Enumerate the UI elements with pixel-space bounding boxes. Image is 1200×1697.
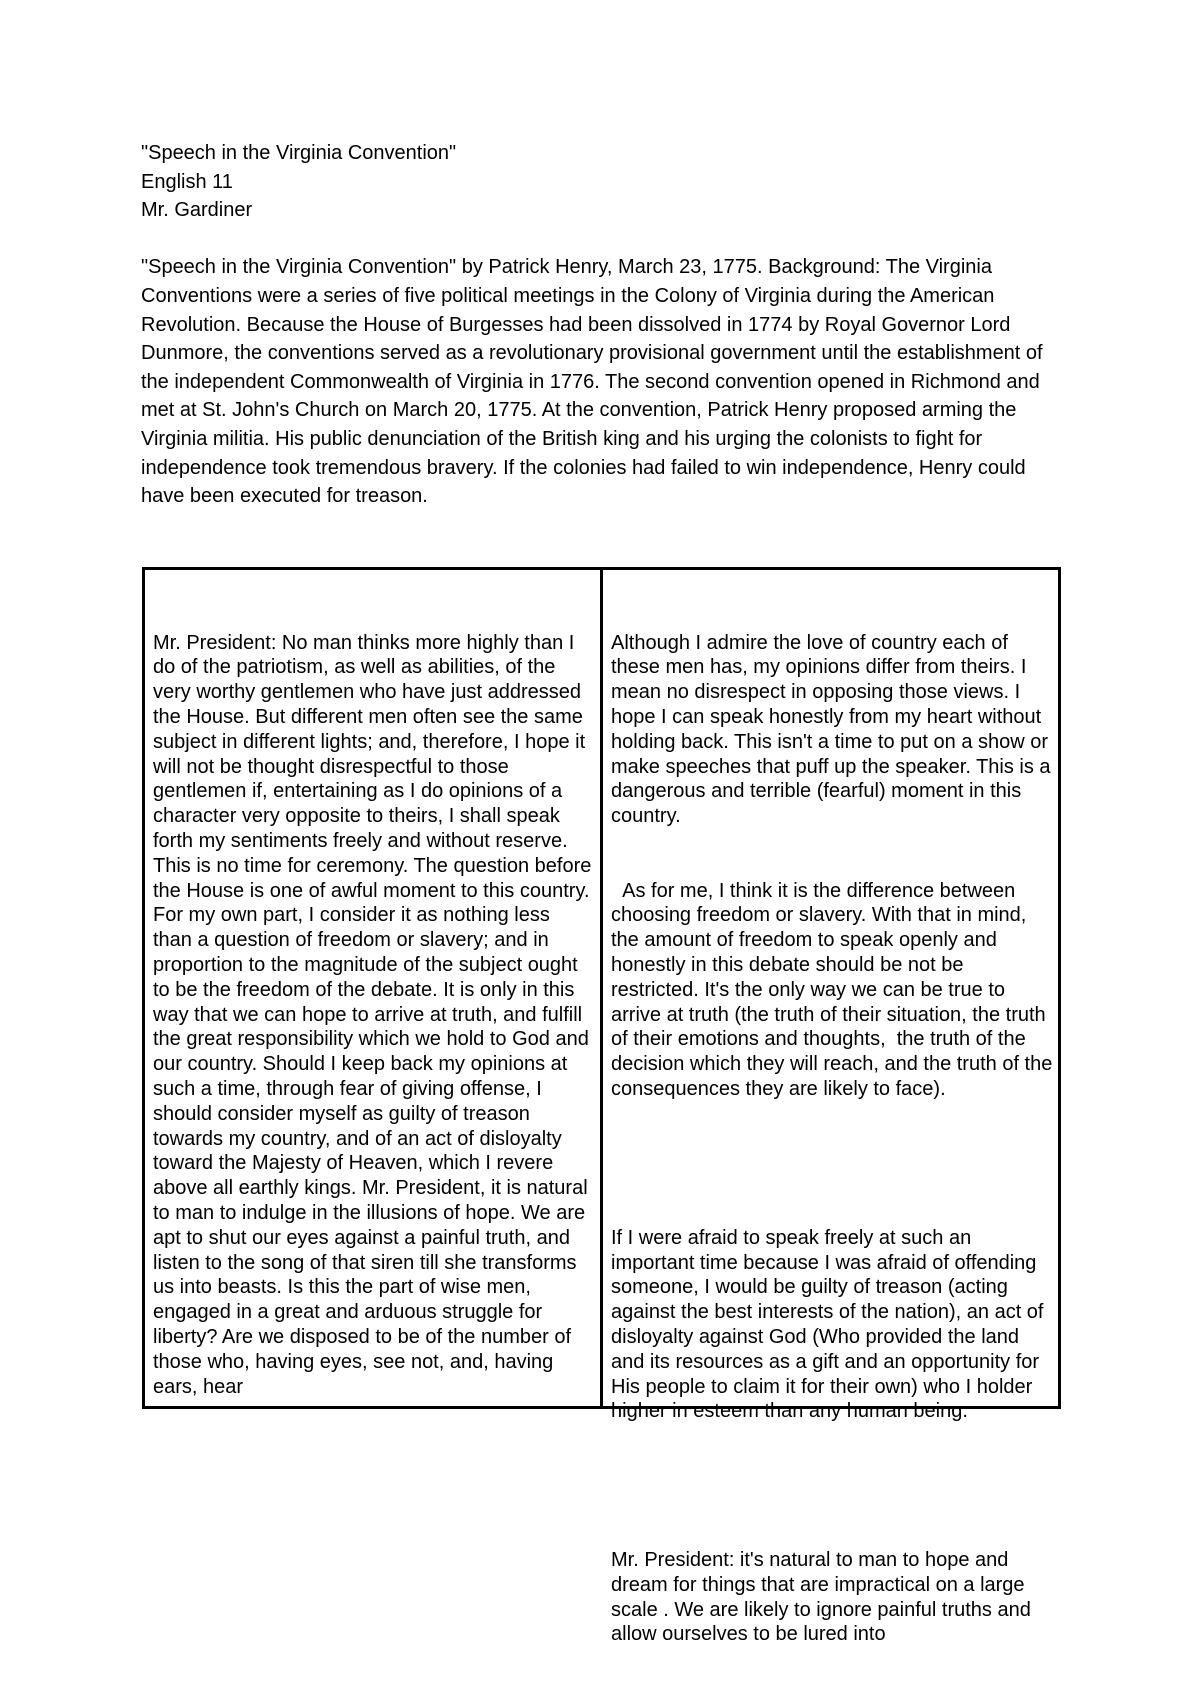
column-divider: [600, 570, 603, 1406]
paraphrase-paragraph-4: Mr. President: it's natural to man to hope and dream for things that are impractical on a large scale . We are likely to ignore painful truths and allow ourselves to be lured into: [611, 1549, 1037, 1646]
paragraph-spacer: [611, 1474, 1055, 1499]
paraphrase-paragraph-2: As for me, I think it is the difference between choosing freedom or slavery. With that in mind, the amount of freedom to speak openly and honestly in this debate should be not be restricted. It's the only way we can be true to arrive at truth (the truth of their situation, the truth of their emotions and thoughts, the truth of the decision which they will reach, and the truth of the consequences they are likely to face).: [611, 879, 1058, 1100]
paraphrase-paragraph-3: If I were afraid to speak freely at such an important time because I was afraid of offending someone, I would be guilty of treason (acting against the best interests of the nation), an act of disloyalty against God (Who provided the land and its resources as a gift and an opportunity for His people to claim it for their own) who I holder higher in esteem than any human being.: [611, 1226, 1050, 1423]
teacher-name: Mr. Gardiner: [141, 199, 253, 222]
paraphrase-cell: [611, 581, 1058, 1646]
original-speech-cell: [153, 581, 597, 1403]
comparison-table: [142, 567, 1061, 1646]
paraphrase-paragraph-1: Although I admire the love of country each of these men has, my opinions differ from theirs. I mean no disrespect in opposing those views. I hope I can speak honestly from my heart without holding back. This isn't a time to put on a show or make speeches that puff up the speaker. This is a dangerous and terrible (fearful) moment in this country.: [611, 631, 1057, 828]
paragraph-spacer: [611, 1151, 1055, 1176]
original-speech-text: Mr. President: No man thinks more highly than I do of the patriotism, as well as abilities, of the very worthy gentlemen who have just addressed the House. But different men often see the same subject in different lights; and, therefore, I hope it will not be thought disrespectful to those gentlemen if, entertaining as I do opinions of a character very opposite to theirs, I shall speak forth my sentiments freely and without reserve. This is no time for ceremony. The question before the House is one of awful moment to this country. For my own part, I consider it as nothing less than a question of freedom or slavery; and in proportion to the magnitude of the subject ought to be the freedom of the debate. It is only in this way that we can hope to arrive at truth, and fulfill the great responsibility which we hold to God and our country. Should I keep back my opinions at such a time, through fear of giving offense, I should consider myself as guilty of treason towards my country, and of an act of disloyalty toward the Majesty of Heaven, which I revere above all earthly kings. Mr. President, it is natural to man to indulge in the illusions of hope. We are apt to shut our eyes against a painful truth, and listen to the song of that siren till she transforms us into beasts. Is this the part of wise men, engaged in a great and arduous struggle for liberty? Are we disposed to be of the number of those who, having eyes, see not, and, having ears, hear: [153, 631, 597, 1398]
speech-title: "Speech in the Virginia Convention": [141, 142, 457, 164]
header-spacer: [141, 225, 1061, 254]
course-name: English 11: [141, 170, 233, 193]
document-header: [141, 139, 1061, 511]
background-paragraph: "Speech in the Virginia Convention" by Patrick Henry, March 23, 1775. Background: The Virginia Conventions were a series of five political meetings in the Colony of Virginia during the American Revolution. Because the House of Burgesses had been dissolved in 1774 by Royal Governor Lord Dunmore, the conventions served as a revolutionary provisional government until the establishment of the independent Commonwealth of Virginia in 1776. The second convention opened in Richmond and met at St. John's Church on March 20, 1775. At the convention, Patrick Henry proposed arming the Virginia militia. His public denunciation of the British king and his urging the colonists to fight for independence took tremendous bravery. If the colonies had failed to win independence, Henry could have been executed for treason.: [141, 256, 1043, 508]
